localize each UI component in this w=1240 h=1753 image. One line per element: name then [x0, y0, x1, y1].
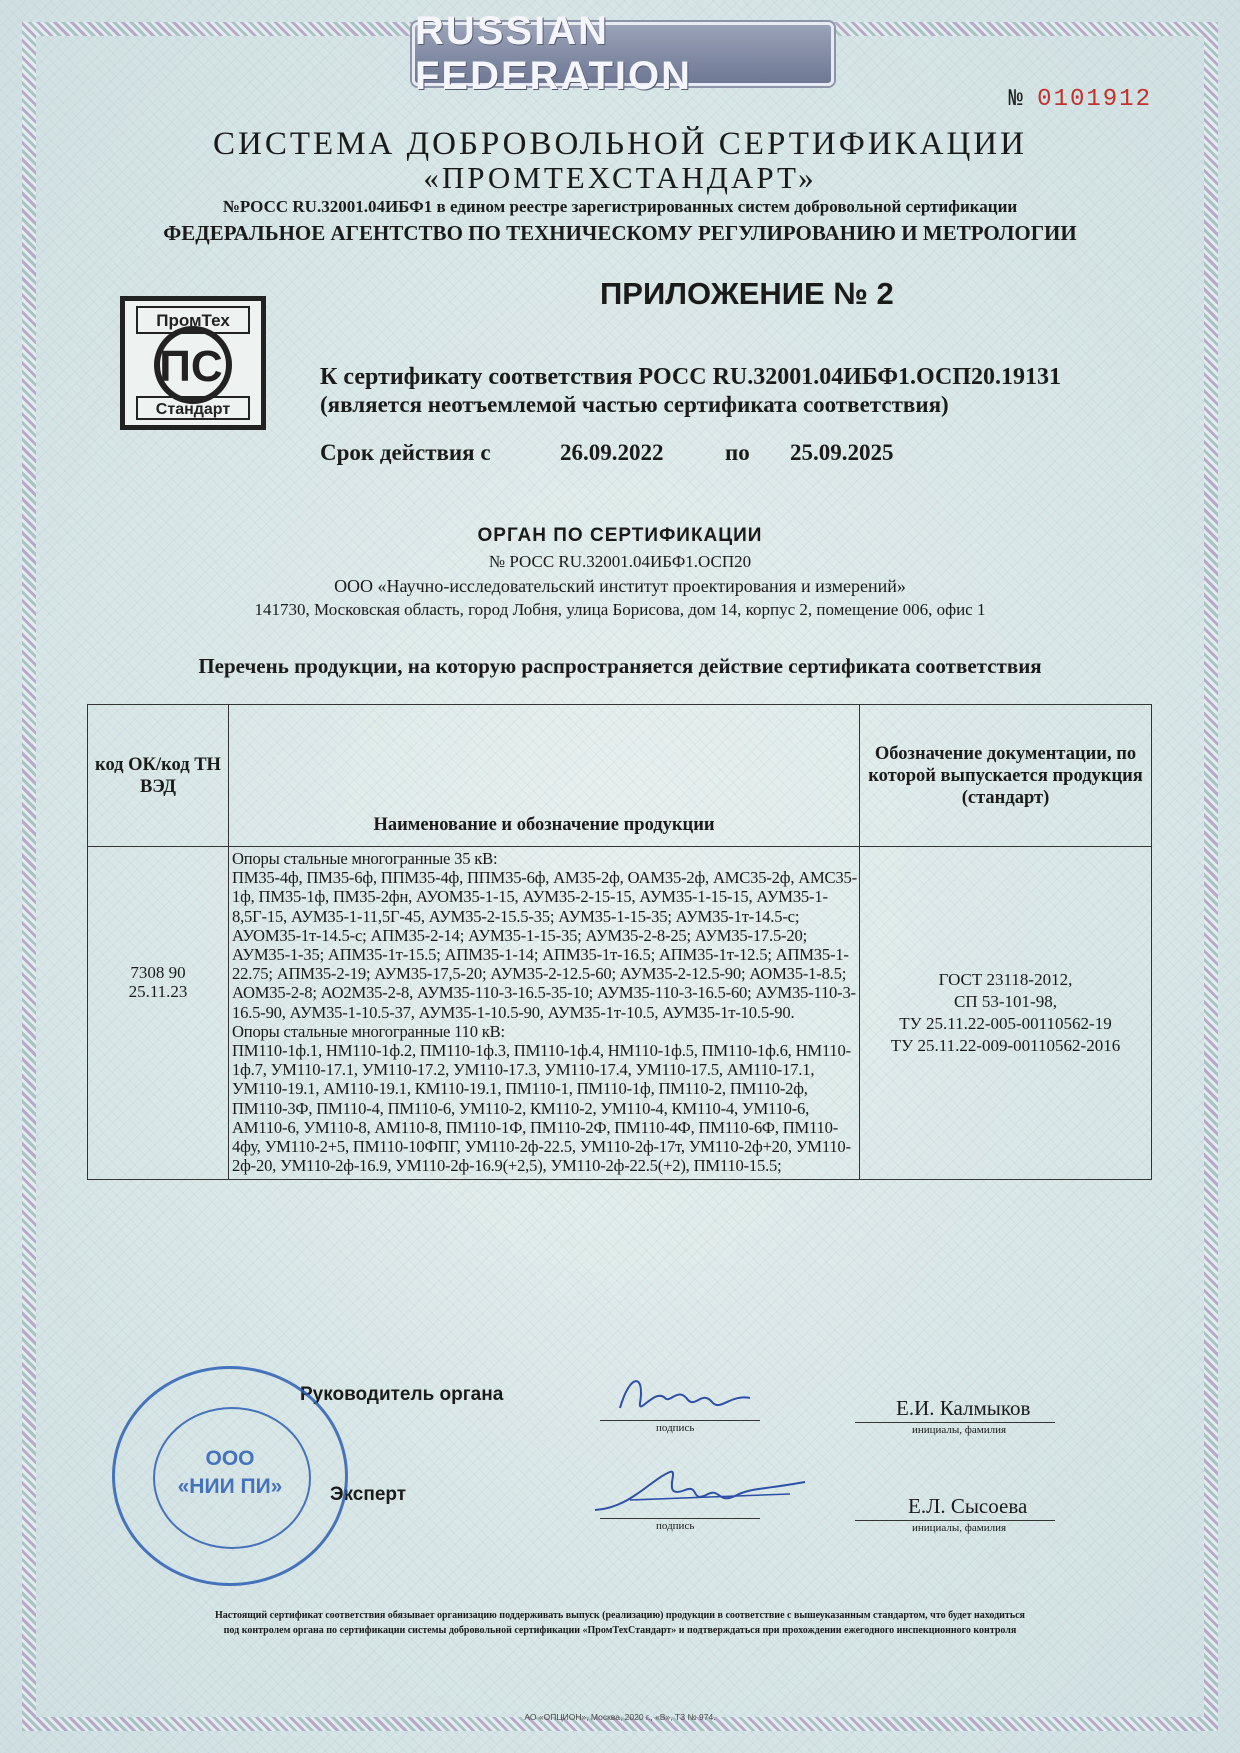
column-header-code: код ОК/код ТН ВЭД: [88, 705, 229, 847]
valid-to-date: 25.09.2025: [790, 440, 894, 465]
head-name: Е.И. Калмыков: [896, 1396, 1031, 1420]
validity-label: Срок действия с: [320, 440, 491, 465]
product-table: [87, 704, 1152, 1180]
serial-value: 0101912: [1037, 86, 1152, 113]
validity-to-label: по: [725, 440, 750, 465]
expert-role-label: Эксперт: [330, 1484, 407, 1505]
system-title-line2: «ПРОМТЕХСТАНДАРТ»: [423, 160, 817, 195]
product-code-cell: 7308 90 25.11.23: [88, 847, 229, 1180]
certification-body-number: № РОСС RU.32001.04ИБФ1.ОСП20: [488, 552, 752, 571]
product-list-title: Перечень продукции, на которую распространяется действие сертификата соответствия: [198, 654, 1042, 678]
head-signature-line: [600, 1420, 760, 1421]
logo-top-text: ПромТех: [156, 311, 230, 330]
column-header-product: Наименование и обозначение продукции: [229, 705, 860, 847]
valid-from-date: 26.09.2022: [560, 440, 664, 465]
integral-part-note: (является неотъемлемой частью сертификата соответствия): [320, 392, 949, 417]
expert-signature-line: [600, 1518, 760, 1519]
certification-body-address: 141730, Московская область, город Лобня, улица Борисова, дом 14, корпус 2, помещение 006, офис 1: [254, 600, 986, 619]
country-banner: [412, 9, 834, 98]
expert-name-caption: инициалы, фамилия: [912, 1522, 1007, 1534]
expert-name-line: [855, 1520, 1055, 1521]
stamp-line1: ООО: [205, 1447, 255, 1470]
head-signature-icon: [610, 1368, 760, 1424]
appendix-title: ПРИЛОЖЕНИЕ № 2: [600, 276, 894, 311]
validity-period: [320, 440, 894, 466]
expert-signature-caption: подпись: [656, 1520, 695, 1532]
head-signature-caption: подпись: [656, 1422, 695, 1434]
banner-text: RUSSIAN FEDERATION: [415, 9, 693, 98]
agency-line: ФЕДЕРАЛЬНОЕ АГЕНТСТВО ПО ТЕХНИЧЕСКОМУ РЕГУЛИРОВАНИЮ И МЕТРОЛОГИИ: [163, 221, 1077, 245]
certification-body-title: ОРГАН ПО СЕРТИФИКАЦИИ: [477, 525, 763, 546]
table-header-row: [88, 705, 1152, 847]
standard-cell: ГОСТ 23118-2012, СП 53-101-98, ТУ 25.11.22-005-00110562-19 ТУ 25.11.22-009-00110562-2016: [860, 847, 1152, 1180]
product-name-cell: Опоры стальные многогранные 35 кВ: ПМ35-4ф, ПМ35-6ф, ППМ35-4ф, ППМ35-6ф, АМ35-2ф, ОАМ35-2ф, АМС35-2ф, АМС35-1ф, ПМ35-1ф, ПМ35-2фн, АУОМ35-1-15, АУМ35-2-15-15, АУМ35-1-15-15, АУМ35-1-8,5Г-15, АУМ35-1-11,5Г-45, АУМ35-2-15.5-35; АУМ35-1-15-35; АУМ35-1т-14.5-с; АУОМ35-1т-14.5-с; АПМ35-2-14; АУМ35-1-15-35; АУМ35-2-8-25; АУМ35-17.5-20; АУМ35-1-35; АПМ35-1т-15.5; АПМ35-1-14; АПМ35-1т-16.5; АПМ35-1т-12.5; АПМ35-1-22.75; АПМ35-2-19; АУМ35-17,5-20; АУМ35-2-12.5-60; АУМ35-2-12.5-90; АОМ35-1-8.5; АОМ35-2-8; АО2М35-2-8, АУМ35-110-3-16.5-35-10; АУМ35-110-3-16.5-60; АУМ35-110-3-16.5-90, АУМ35-1-10.5-37, АУМ35-1-10.5-90, АУМ35-1т-10.5, АУМ35-1т-10.5-90. Опоры стальные многогранные 110 кВ: ПМ110-1ф.1, НМ110-1ф.2, ПМ110-1ф.3, ПМ110-1ф.4, НМ110-1ф.5, ПМ110-1ф.6, НМ110-1ф.7, УМ110-17.1, УМ110-17.2, УМ110-17.3, УМ110-17.4, УМ110-17.5, АМ110-17.1, УМ110-19.1, АМ110-19.1, КМ110-19.1, ПМ110-1, ПМ110-1ф, ПМ110-2, ПМ110-2ф, ПМ110-3Ф, ПМ110-4, ПМ110-6, УМ110-2, КМ110-2, УМ110-4, КМ110-4, УМ110-6, АМ110-6, УМ110-8, АМ110-8, ПМ110-1Ф, ПМ110-2Ф, ПМ110-4Ф, ПМ110-6Ф, ПМ110-4фу, УМ110-2+5, ПМ110-10ФПГ, УМ110-2ф-22.5, УМ110-2ф-17т, УМ110-2ф+20, УМ110-2ф-20, УМ110-2ф-16.9, УМ110-2ф-16.9(+2,5), УМ110-2ф-22.5(+2), ПМ110-15.5;: [229, 847, 860, 1180]
certification-body-name: ООО «Научно-исследовательский институт проектирования и измерений»: [334, 576, 906, 596]
certificate-reference: К сертификату соответствия РОСС RU.32001.04ИБФ1.ОСП20.19131: [320, 364, 1061, 390]
promtekh-logo: [120, 296, 266, 430]
column-header-standard: Обозначение документации, по которой выпускается продукция (стандарт): [860, 705, 1152, 847]
footer-notice: [0, 1608, 1240, 1638]
head-name-caption: инициалы, фамилия: [912, 1424, 1007, 1436]
logo-mark-icon: [125, 301, 261, 425]
organization-stamp: [112, 1366, 348, 1586]
head-role-label: Руководитель органа: [300, 1384, 504, 1405]
serial-number: № 0101912: [1008, 86, 1152, 113]
logo-bottom-text: Стандарт: [155, 401, 231, 418]
expert-signature-icon: [590, 1460, 810, 1520]
expert-name: Е.Л. Сысоева: [908, 1494, 1028, 1518]
printer-imprint: АО «ОПЦИОН», Москва, 2020 г., «В», ТЗ № 974.: [524, 1712, 716, 1722]
footer-notice-line2: под контролем органа по сертификации системы добровольной сертификации «ПромТехСтандарт» и подтверждаться при прохождении ежегодного инспекционного контроля: [223, 1625, 1017, 1636]
table-row: [88, 847, 1152, 1180]
stamp-line2: «НИИ ПИ»: [177, 1475, 283, 1498]
head-name-line: [855, 1422, 1055, 1423]
footer-notice-line1: Настоящий сертификат соответствия обязывает организацию поддерживать выпуск (реализацию) продукции в соответствие с вышеуказанным стандартом, что будет находиться: [215, 1610, 1025, 1621]
system-title-line1: СИСТЕМА ДОБРОВОЛЬНОЙ СЕРТИФИКАЦИИ: [213, 126, 1027, 162]
logo-mark: ПС: [159, 342, 223, 391]
registry-line: №РОСС RU.32001.04ИБФ1 в едином реестре зарегистрированных систем добровольной сертификации: [222, 197, 1018, 216]
